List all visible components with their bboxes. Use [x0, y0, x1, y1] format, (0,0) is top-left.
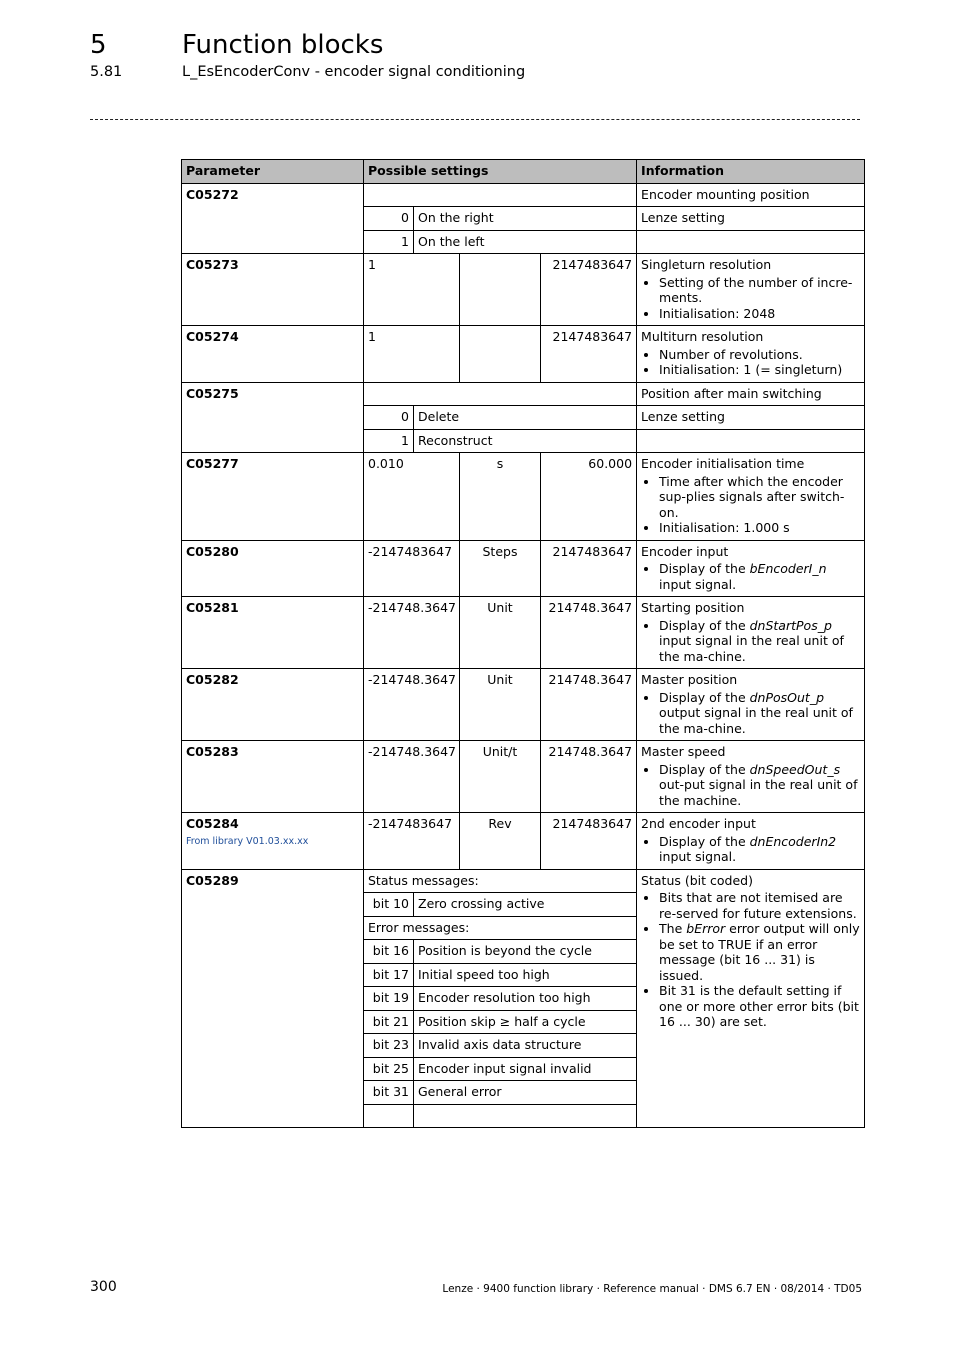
- table-row: [182, 540, 865, 597]
- header-divider: [90, 119, 860, 120]
- info-bullet: • Setting of the number of incre-ments.: [659, 275, 860, 306]
- param-code: C05274: [182, 326, 364, 383]
- info-bullet: • Initialisation: 2048: [659, 306, 860, 322]
- signal-name: dnSpeedOut_s: [749, 761, 841, 777]
- param-min: -214748.3647: [364, 597, 460, 669]
- table-row: [182, 326, 865, 383]
- param-code: C05280: [182, 540, 364, 597]
- param-unit: Unit/t: [460, 741, 541, 813]
- param-unit: [460, 254, 541, 326]
- bit-number: bit 25: [364, 1057, 414, 1081]
- param-code: C05283: [182, 741, 364, 813]
- info-title: Master position: [641, 672, 738, 687]
- bit-description: Encoder resolution too high: [414, 987, 637, 1011]
- info-title: Multiturn resolution: [641, 329, 764, 344]
- param-info: [637, 669, 865, 741]
- bit-description: Position is beyond the cycle: [414, 940, 637, 964]
- option-value: 1: [364, 429, 414, 453]
- param-min: 0.010: [364, 453, 460, 541]
- signal-name: dnPosOut_p: [749, 689, 825, 705]
- option-info: Lenze setting: [637, 406, 865, 430]
- table-row: [182, 382, 865, 406]
- param-max: 2147483647: [541, 254, 637, 326]
- option-value: 1: [364, 230, 414, 254]
- header-parameter: Parameter: [182, 160, 364, 184]
- param-max: 60.000: [541, 453, 637, 541]
- info-title: Encoder initialisation time: [641, 456, 805, 471]
- info-bullet: • Initialisation: 1.000 s: [659, 520, 860, 536]
- option-text: On the right: [414, 207, 637, 231]
- param-min: -214748.3647: [364, 741, 460, 813]
- param-info: [637, 254, 865, 326]
- param-code: C05284 From library V01.03.xx.xx: [182, 813, 364, 870]
- param-code: C05273: [182, 254, 364, 326]
- info-title: 2nd encoder input: [641, 816, 756, 831]
- bit-number: bit 16: [364, 940, 414, 964]
- param-max: 2147483647: [541, 326, 637, 383]
- param-max: 214748.3647: [541, 597, 637, 669]
- param-max: 214748.3647: [541, 741, 637, 813]
- option-value: 0: [364, 207, 414, 231]
- param-max: 214748.3647: [541, 669, 637, 741]
- info-title: Encoder input: [641, 543, 729, 559]
- bit-description: Encoder input signal invalid: [414, 1057, 637, 1081]
- table-header-row: [182, 160, 865, 184]
- table-row: [182, 869, 865, 893]
- param-max: 2147483647: [541, 540, 637, 597]
- param-min: 1: [364, 326, 460, 383]
- info-bullet: • Number of revolutions.: [659, 347, 860, 363]
- param-unit: [460, 326, 541, 383]
- option-text: On the left: [414, 230, 637, 254]
- param-min: -2147483647: [364, 540, 460, 597]
- table-row: [182, 813, 865, 870]
- bit-number: bit 17: [364, 963, 414, 987]
- bit-number: bit 23: [364, 1034, 414, 1058]
- bit-description: General error: [414, 1081, 637, 1105]
- parameter-table: [181, 159, 865, 1128]
- info-title: Singleturn resolution: [641, 257, 772, 272]
- bit-number: [364, 1104, 414, 1127]
- table-row: [182, 597, 865, 669]
- info-bullet: • Display of the dnEncoderIn2 input signal.: [659, 834, 860, 865]
- signal-name: dnStartPos_p: [749, 617, 832, 633]
- option-text: Reconstruct: [414, 429, 637, 453]
- param-code: C05289: [182, 869, 364, 1127]
- param-unit: Unit: [460, 669, 541, 741]
- param-info: [637, 453, 865, 541]
- info-bullet: • Display of the dnPosOut_p output signal in the real unit of the ma-chine.: [659, 690, 860, 737]
- status-messages-label: Status messages:: [364, 869, 637, 893]
- param-min: -214748.3647: [364, 669, 460, 741]
- signal-name: bEncoderI_n: [749, 561, 827, 576]
- info-bullet: • The bError error output will only be set to TRUE if an error message (bit 16 ... 31) is issued.: [659, 921, 860, 983]
- param-info: [637, 540, 865, 597]
- param-min: 1: [364, 254, 460, 326]
- signal-name: dnEncoderIn2: [749, 833, 837, 849]
- bit-number: bit 10: [364, 893, 414, 917]
- param-code: C05277: [182, 453, 364, 541]
- table-row: [182, 254, 865, 326]
- bit-description: Invalid axis data structure: [414, 1034, 637, 1058]
- section-number: 5.81: [90, 64, 123, 80]
- info-bullet: • Time after which the encoder sup-plies signals after switch-on.: [659, 474, 860, 521]
- table-row: [182, 183, 865, 207]
- param-info: [637, 597, 865, 669]
- param-unit: Steps: [460, 540, 541, 597]
- param-info: Position after main switching: [637, 382, 865, 406]
- param-code: C05272: [182, 183, 364, 254]
- library-version-note: From library V01.03.xx.xx: [186, 835, 309, 847]
- table-row: [182, 741, 865, 813]
- info-bullet: • Bits that are not itemised are re-served for future extensions.: [659, 890, 860, 921]
- param-max: 2147483647: [541, 813, 637, 870]
- bit-description: Zero crossing active: [414, 893, 637, 917]
- table-row: [182, 453, 865, 541]
- bit-description: Position skip ≥ half a cycle: [414, 1010, 637, 1034]
- option-text: Delete: [414, 406, 637, 430]
- param-info: [637, 813, 865, 870]
- bit-description: Initial speed too high: [414, 963, 637, 987]
- param-unit: Rev: [460, 813, 541, 870]
- bit-number: bit 31: [364, 1081, 414, 1105]
- info-bullet: • Display of the dnStartPos_p input signal in the real unit of the ma-chine.: [659, 618, 860, 665]
- param-code: C05275: [182, 382, 364, 453]
- bit-number: bit 21: [364, 1010, 414, 1034]
- info-bullet: • Display of the dnSpeedOut_s out-put signal in the real unit of the machine.: [659, 762, 860, 809]
- param-code: C05282: [182, 669, 364, 741]
- option-info: Lenze setting: [637, 207, 865, 231]
- header-possible-settings: Possible settings: [364, 160, 637, 184]
- page-number: 300: [90, 1279, 117, 1295]
- footer-document-info: Lenze · 9400 function library · Reference manual · DMS 6.7 EN · 08/2014 · TD05: [442, 1283, 862, 1295]
- info-bullet: • Bit 31 is the default setting if one or more other error bits (bit 16 ... 30) are set.: [659, 983, 860, 1030]
- param-info: Encoder mounting position: [637, 183, 865, 207]
- param-min: -2147483647: [364, 813, 460, 870]
- info-title: Status (bit coded): [641, 872, 753, 888]
- bit-description: [414, 1104, 637, 1127]
- param-info: [637, 869, 865, 1127]
- header-information: Information: [637, 160, 865, 184]
- section-title: L_EsEncoderConv - encoder signal conditioning: [182, 64, 526, 80]
- param-code: C05281: [182, 597, 364, 669]
- param-info: [637, 326, 865, 383]
- signal-name: bError: [686, 921, 726, 936]
- info-bullet: • Display of the bEncoderI_n input signal.: [659, 561, 860, 592]
- option-value: 0: [364, 406, 414, 430]
- param-unit: s: [460, 453, 541, 541]
- error-messages-label: Error messages:: [364, 916, 637, 940]
- param-unit: Unit: [460, 597, 541, 669]
- bit-number: bit 19: [364, 987, 414, 1011]
- param-info: [637, 741, 865, 813]
- chapter-number: 5: [90, 30, 107, 60]
- info-title: Starting position: [641, 600, 745, 615]
- table-row: [182, 669, 865, 741]
- info-bullet: • Initialisation: 1 (= singleturn): [659, 362, 860, 378]
- chapter-title: Function blocks: [182, 30, 384, 60]
- info-title: Master speed: [641, 744, 726, 759]
